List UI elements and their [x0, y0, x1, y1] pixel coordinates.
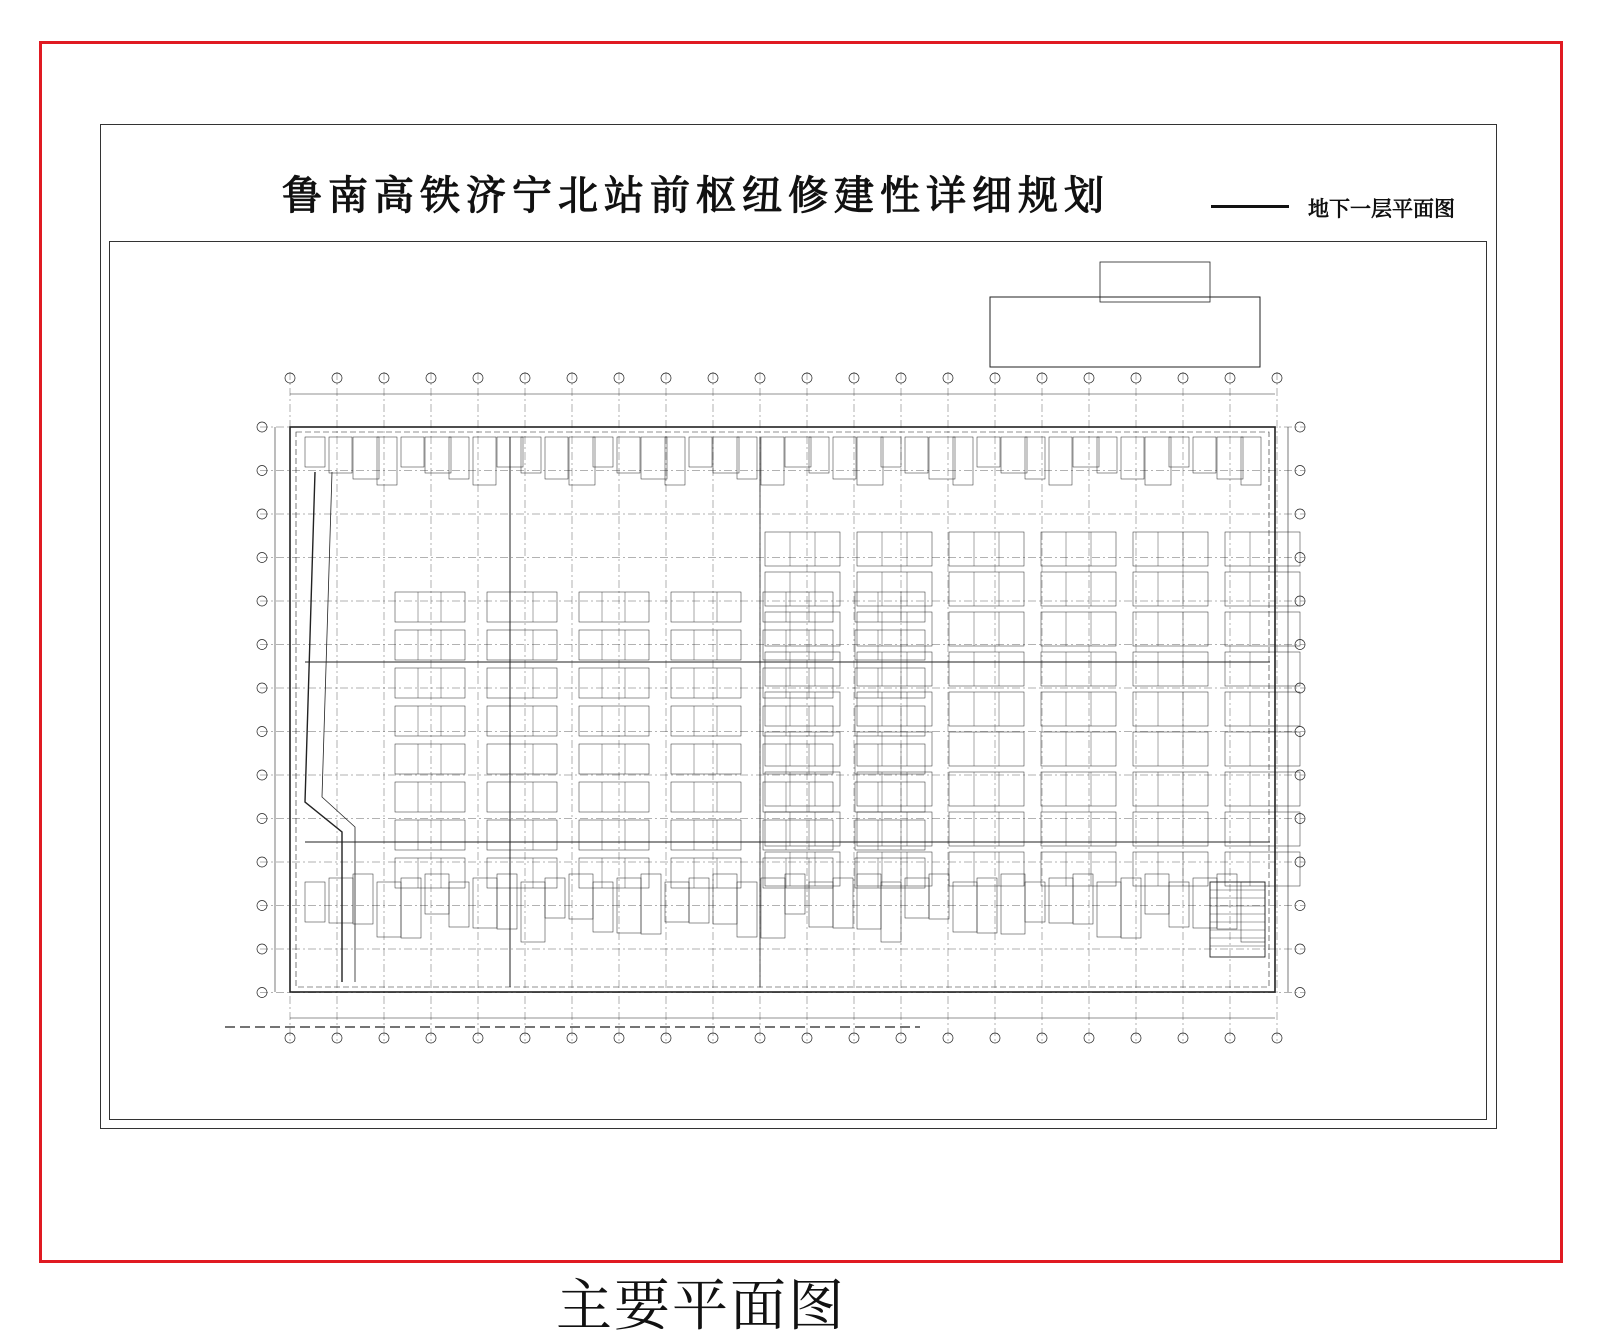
top-room-36	[1145, 437, 1171, 485]
parking-bay-l-4-1	[763, 630, 833, 660]
parking-bay-l-5-2	[855, 668, 925, 698]
bottom-room-24	[857, 874, 881, 929]
top-room-13	[593, 437, 613, 467]
top-room-20	[761, 437, 784, 485]
building-inner-outline	[296, 432, 1269, 987]
bottom-room-32	[1049, 878, 1073, 923]
parking-bay-r-1-8	[857, 852, 932, 886]
top-room-14	[617, 437, 640, 473]
upper-annex-tower	[1100, 262, 1210, 302]
parking-bay-l-4-0	[763, 592, 833, 622]
parking-bay-l-1-4	[487, 744, 557, 774]
bottom-room-38	[1193, 878, 1217, 928]
parking-bay-r-0-4	[765, 692, 840, 726]
bottom-room-34	[1097, 882, 1121, 937]
parking-bay-r-0-7	[765, 812, 840, 846]
top-room-17	[689, 437, 712, 467]
bottom-room-22	[809, 882, 833, 927]
parking-bay-r-0-8	[765, 852, 840, 886]
parking-bay-r-3-3	[1041, 652, 1116, 686]
bottom-room-35	[1121, 878, 1141, 938]
top-room-11	[545, 437, 568, 479]
parking-bay-l-5-7	[855, 858, 925, 888]
parking-bay-r-0-5	[765, 732, 840, 766]
parking-bay-l-1-5	[487, 782, 557, 812]
top-room-6	[425, 437, 451, 473]
bottom-room-9	[497, 874, 517, 929]
parking-bay-l-4-2	[763, 668, 833, 698]
top-room-25	[881, 437, 901, 467]
parking-bay-l-0-5	[395, 782, 465, 812]
bottom-room-2	[329, 878, 353, 923]
parking-bay-r-2-6	[949, 772, 1024, 806]
parking-bay-l-2-0	[579, 592, 649, 622]
parking-bay-l-5-5	[855, 782, 925, 812]
bottom-room-20	[761, 878, 785, 938]
parking-bay-r-1-4	[857, 692, 932, 726]
parking-bay-r-0-2	[765, 612, 840, 646]
parking-bay-r-2-4	[949, 692, 1024, 726]
parking-bay-r-3-7	[1041, 812, 1116, 846]
bottom-room-19	[737, 882, 757, 937]
parking-bay-r-4-5	[1133, 732, 1208, 766]
parking-bay-r-5-3	[1225, 652, 1300, 686]
parking-bay-r-5-8	[1225, 852, 1300, 886]
bottom-room-3	[353, 874, 373, 924]
parking-bay-l-0-0	[395, 592, 465, 622]
parking-bay-l-2-4	[579, 744, 649, 774]
drawing-subtitle: 地下一层平面图	[1308, 197, 1455, 221]
top-room-7	[449, 437, 469, 479]
top-room-15	[641, 437, 667, 479]
top-room-1	[305, 437, 325, 467]
bottom-room-7	[449, 882, 469, 927]
parking-bay-l-3-6	[671, 820, 741, 850]
parking-bay-r-3-8	[1041, 852, 1116, 886]
bottom-room-40	[1241, 882, 1265, 942]
top-room-28	[953, 437, 973, 485]
top-room-19	[737, 437, 757, 479]
parking-bay-l-1-7	[487, 858, 557, 888]
parking-bay-r-5-0	[1225, 532, 1300, 566]
parking-bay-l-1-0	[487, 592, 557, 622]
parking-bay-l-2-1	[579, 630, 649, 660]
parking-bay-l-5-4	[855, 744, 925, 774]
top-room-40	[1241, 437, 1261, 485]
parking-bay-l-3-0	[671, 592, 741, 622]
top-room-4	[377, 437, 397, 485]
parking-bay-l-5-1	[855, 630, 925, 660]
bottom-room-26	[905, 878, 929, 918]
parking-bay-l-2-2	[579, 668, 649, 698]
floor-plan-frame	[109, 241, 1487, 1120]
parking-bay-l-5-6	[855, 820, 925, 850]
bottom-room-6	[425, 874, 449, 914]
parking-bay-l-0-6	[395, 820, 465, 850]
parking-bay-r-2-5	[949, 732, 1024, 766]
top-room-8	[473, 437, 496, 485]
parking-bay-l-3-4	[671, 744, 741, 774]
top-room-37	[1169, 437, 1189, 467]
parking-bay-r-4-0	[1133, 532, 1208, 566]
parking-bay-l-3-2	[671, 668, 741, 698]
parking-bay-l-3-7	[671, 858, 741, 888]
top-room-35	[1121, 437, 1144, 479]
top-room-16	[665, 437, 685, 485]
parking-bay-r-1-0	[857, 532, 932, 566]
parking-bay-r-2-2	[949, 612, 1024, 646]
parking-bay-r-3-6	[1041, 772, 1116, 806]
bottom-room-30	[1001, 874, 1025, 934]
upper-annex	[990, 297, 1260, 367]
top-room-2	[329, 437, 352, 473]
parking-bay-l-4-7	[763, 858, 833, 888]
parking-bay-r-4-8	[1133, 852, 1208, 886]
parking-bay-r-1-7	[857, 812, 932, 846]
right-stair-block	[1210, 882, 1265, 957]
top-room-12	[569, 437, 595, 485]
parking-bay-r-0-6	[765, 772, 840, 806]
parking-bay-r-1-6	[857, 772, 932, 806]
parking-bay-l-3-5	[671, 782, 741, 812]
parking-bay-l-5-0	[855, 592, 925, 622]
parking-bay-l-4-5	[763, 782, 833, 812]
parking-bay-r-2-0	[949, 532, 1024, 566]
top-room-38	[1193, 437, 1216, 473]
top-room-22	[809, 437, 829, 473]
floor-plan-drawing	[110, 242, 1485, 1118]
top-room-18	[713, 437, 739, 473]
top-room-26	[905, 437, 928, 473]
parking-bay-r-2-8	[949, 852, 1024, 886]
parking-bay-r-5-4	[1225, 692, 1300, 726]
parking-bay-r-3-5	[1041, 732, 1116, 766]
parking-bay-r-0-0	[765, 532, 840, 566]
bottom-room-12	[569, 874, 593, 919]
parking-bay-r-5-7	[1225, 812, 1300, 846]
parking-bay-l-1-1	[487, 630, 557, 660]
parking-bay-r-1-3	[857, 652, 932, 686]
parking-bay-l-3-1	[671, 630, 741, 660]
bottom-room-1	[305, 882, 325, 922]
parking-bay-r-2-3	[949, 652, 1024, 686]
parking-bay-r-1-2	[857, 612, 932, 646]
parking-bay-r-4-2	[1133, 612, 1208, 646]
bottom-room-15	[641, 874, 661, 934]
bottom-room-4	[377, 882, 401, 937]
building-outline	[290, 427, 1275, 992]
bottom-room-13	[593, 882, 613, 932]
bottom-room-17	[689, 878, 709, 923]
bottom-room-10	[521, 882, 545, 942]
parking-bay-r-4-6	[1133, 772, 1208, 806]
top-room-29	[977, 437, 1000, 467]
page-title: 鲁南高铁济宁北站前枢纽修建性详细规划	[282, 173, 1110, 219]
parking-bay-l-0-4	[395, 744, 465, 774]
parking-bay-l-1-2	[487, 668, 557, 698]
bottom-room-18	[713, 874, 737, 924]
parking-bay-r-4-4	[1133, 692, 1208, 726]
parking-bay-r-3-4	[1041, 692, 1116, 726]
bottom-room-36	[1145, 874, 1169, 914]
parking-bay-r-3-2	[1041, 612, 1116, 646]
top-room-10	[521, 437, 541, 473]
parking-bay-l-0-1	[395, 630, 465, 660]
parking-bay-l-2-7	[579, 858, 649, 888]
parking-bay-l-2-6	[579, 820, 649, 850]
parking-bay-r-2-7	[949, 812, 1024, 846]
bottom-room-33	[1073, 874, 1093, 924]
parking-bay-r-5-2	[1225, 612, 1300, 646]
parking-bay-l-4-6	[763, 820, 833, 850]
parking-bay-r-5-5	[1225, 732, 1300, 766]
figure-caption: 主要平面图	[556, 1274, 846, 1339]
parking-bay-r-5-6	[1225, 772, 1300, 806]
top-room-24	[857, 437, 883, 485]
top-room-27	[929, 437, 955, 479]
bottom-room-28	[953, 882, 977, 932]
parking-bay-l-0-7	[395, 858, 465, 888]
bottom-room-25	[881, 882, 901, 942]
bottom-room-37	[1169, 882, 1189, 927]
top-room-32	[1049, 437, 1072, 485]
bottom-room-8	[473, 878, 497, 928]
parking-bay-r-3-0	[1041, 532, 1116, 566]
top-room-33	[1073, 437, 1099, 467]
bottom-room-11	[545, 878, 565, 918]
top-room-3	[353, 437, 379, 479]
parking-bay-l-4-4	[763, 744, 833, 774]
parking-bay-l-1-6	[487, 820, 557, 850]
top-room-23	[833, 437, 856, 479]
parking-bay-r-0-3	[765, 652, 840, 686]
parking-bay-l-2-5	[579, 782, 649, 812]
parking-bay-l-0-2	[395, 668, 465, 698]
bottom-room-23	[833, 878, 853, 928]
subtitle-rule	[1211, 205, 1289, 208]
parking-bay-r-4-3	[1133, 652, 1208, 686]
top-room-30	[1001, 437, 1027, 473]
top-room-34	[1097, 437, 1117, 473]
parking-bay-r-4-7	[1133, 812, 1208, 846]
top-room-5	[401, 437, 424, 467]
bottom-room-21	[785, 874, 805, 914]
parking-bay-r-1-5	[857, 732, 932, 766]
